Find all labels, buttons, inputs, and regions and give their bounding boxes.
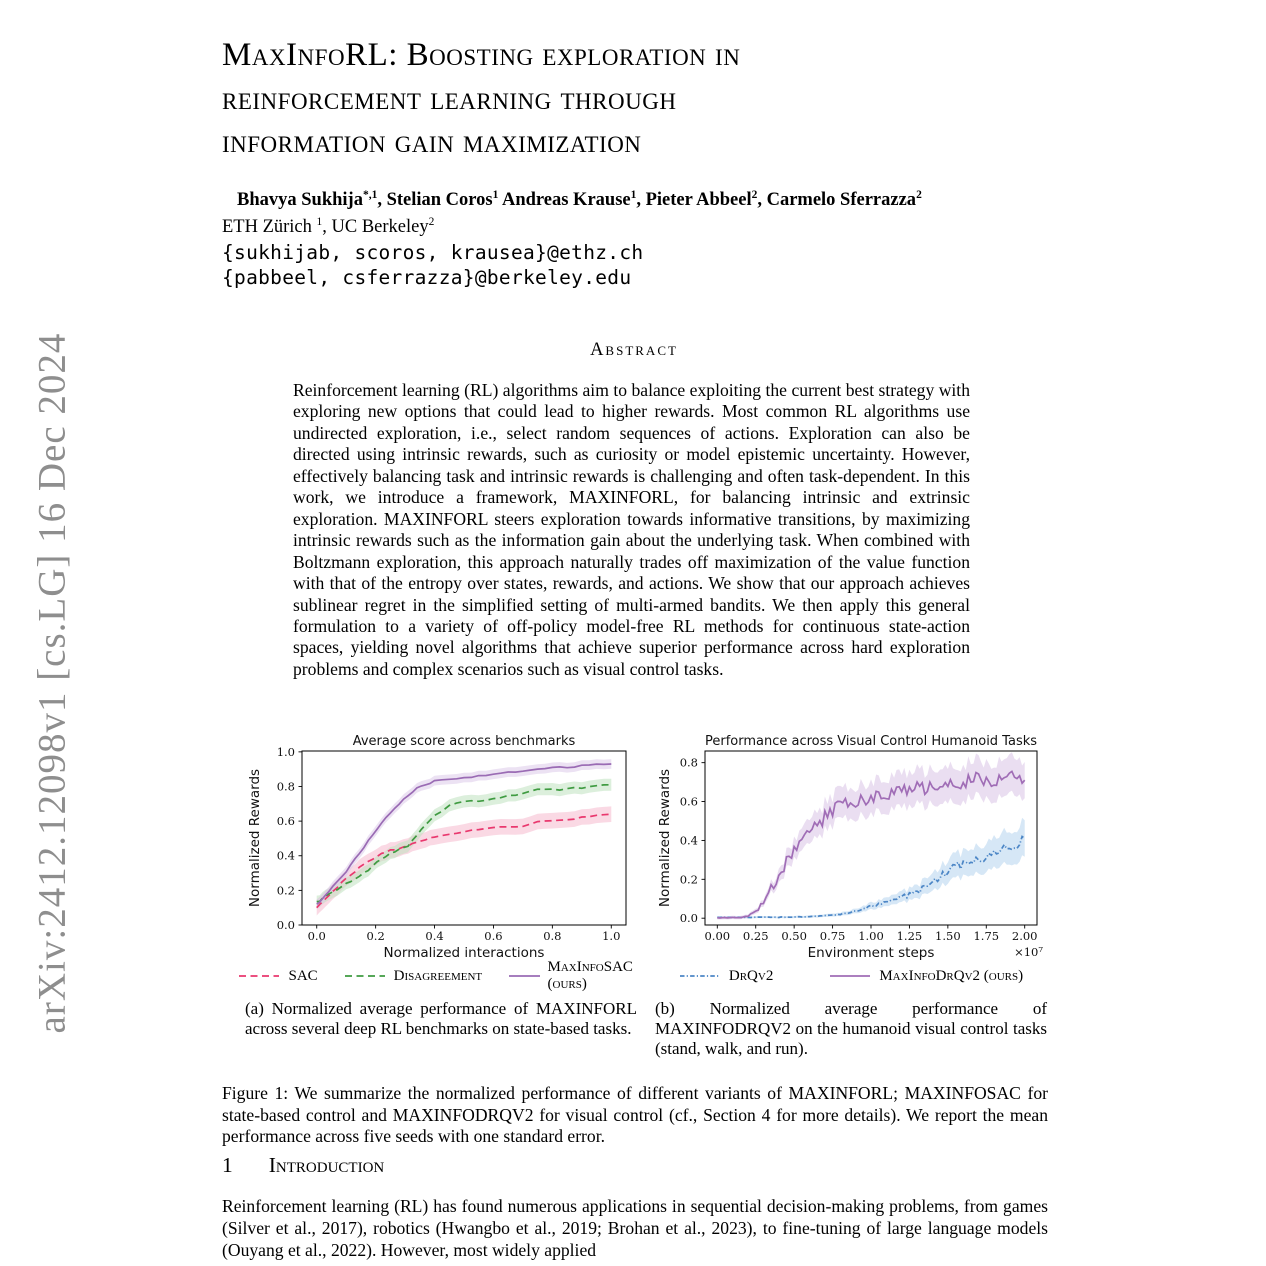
email-line-1: {sukhijab, scoros, krausea}@ethz.ch [222, 241, 644, 264]
chart-text: 0.6 [484, 929, 503, 943]
chart-text: 1.75 [973, 929, 1000, 943]
chart-text: 0.25 [742, 929, 769, 943]
legend-item [679, 968, 773, 985]
chart-text: 0.6 [679, 794, 698, 809]
introduction-paragraph: Reinforcement learning (RL) has found numerous applications in sequential decision-making problems, from games (Silver et al., 2017), robotics (Hwangbo et al., 2019; Brohan et al., 2023), to fine-tuning of large language models (Ouyang et al., 2022). However, most widely applied [222, 1196, 1048, 1260]
legend-item [238, 968, 317, 985]
chart-text: 0.4 [276, 848, 295, 863]
figure-1-caption: Figure 1: We summarize the normalized performance of different variants of MAXINFORL; MAXINFOSAC for state-based control and MAXINFODRQV2 for visual control (cf., Section 4 for more details). We report the mean performance across five seeds with one standard error. [222, 1083, 1048, 1146]
figure-1b-legend [655, 965, 1047, 987]
chart-text: 0.2 [366, 929, 385, 943]
affiliation-line: ETH Zürich $^1$, UC Berkeley$^2$ [222, 215, 435, 237]
series-line [717, 771, 1024, 918]
name-text: Andreas Krause [501, 190, 631, 210]
confidence-band [317, 779, 612, 908]
title-line-1: MaxInfoRL: Boosting exploration in [222, 37, 741, 73]
chart-text: 1.0 [276, 744, 295, 759]
chart-text: ×10⁷ [1014, 945, 1043, 959]
chart-text: 0.0 [276, 918, 295, 932]
superscript: *,1 [362, 188, 378, 201]
superscript: 2 [916, 188, 922, 201]
chart-text: Normalized interactions [383, 945, 545, 961]
legend-label: MaxInfoDrQv2 (ours) [879, 967, 1024, 984]
name-text: Bhavya Sukhija [237, 190, 363, 210]
chart-text: 0.4 [679, 833, 698, 848]
confidence-band [717, 752, 1024, 919]
figure-1a-chart [245, 733, 637, 963]
legend-label: DrQv2 [728, 967, 774, 984]
superscript: 2 [428, 215, 435, 228]
chart-text: Normalized Rewards [247, 768, 263, 908]
author-line: Bhavya Sukhija$^{*,1}$, Stelian Coros$^1$ Andreas Krause$^1$, Pieter Abbeel$^2$, Carmelo Sferrazza$^2$ [237, 188, 922, 210]
chart-text: 0.50 [781, 929, 807, 943]
chart-text: 1.25 [896, 929, 923, 943]
abstract-heading: Abstract [590, 340, 678, 360]
chart-text: 1.50 [935, 929, 961, 943]
section-title: Introduction [268, 1153, 385, 1177]
superscript: 2 [751, 188, 758, 201]
section-1-heading [222, 1153, 384, 1178]
legend-line-sample [508, 971, 539, 981]
legend-line-sample [344, 971, 386, 981]
chart-text: 0.0 [679, 911, 698, 926]
superscript: 1 [630, 188, 637, 201]
figure-1a-panel [245, 733, 637, 1058]
paper-title [222, 34, 942, 165]
bands [717, 752, 1024, 919]
title-line-2: reinforcement learning through [222, 80, 677, 117]
name-text: UC Berkeley [331, 217, 429, 237]
chart-text: Average score across benchmarks [352, 734, 576, 749]
legend-item [508, 959, 643, 993]
figure-1b-panel [655, 733, 1047, 1058]
name-text: ETH Zürich [222, 217, 317, 237]
bands [317, 759, 612, 915]
legend-label: Disagreement [393, 967, 483, 984]
legend-item [829, 968, 1023, 985]
figure-1a-legend [245, 959, 637, 992]
chart-text: Performance across Visual Control Humanoid Tasks [704, 734, 1038, 749]
chart-text: 0.2 [276, 883, 295, 898]
superscript: 1 [492, 188, 499, 201]
chart-text: Normalized Rewards [657, 768, 673, 908]
figure-1-row [245, 733, 1047, 1058]
chart-text: 0.6 [276, 814, 295, 829]
abstract-text: Reinforcement learning (RL) algorithms aim to balance exploiting the current best strategy with exploring new options that could lead to higher rewards. Most common RL algorithms use undirected exploration, i.e., select random sequences of actions. Exploration can also be directed using intrinsic rewards, such as curiosity or model epistemic uncertainty. However, effectively balancing task and intrinsic rewards is challenging and often task-dependent. In this work, we introduce a framework, MAXINFORL, for balancing intrinsic and extrinsic exploration. MAXINFORL steers exploration towards informative transitions, by maximizing intrinsic rewards such as the information gain about the underlying task. When combined with Boltzmann exploration, this approach naturally trades off maximization of the value function with that of the entropy over states, rewards, and actions. We show that our approach achieves sublinear regret in the simplified setting of multi-armed bandits. We then apply this general formulation to a variety of off-policy model-free RL methods for continuous state-action spaces, yielding novel algorithms that achieve superior performance across hard exploration problems and complex scenarios such as visual control tasks. [293, 380, 970, 679]
chart-text: 0.8 [543, 929, 562, 943]
figure-1b-chart [655, 733, 1047, 963]
name-text: Stelian Coros [386, 190, 493, 210]
name-text: Pieter Abbeel [645, 190, 752, 210]
legend-label: MaxInfoSAC (ours) [547, 959, 633, 992]
chart-text: 0.75 [819, 929, 846, 943]
figure-1b-caption: (b) Normalized average performance of MAXINFODRQV2 on the humanoid visual control tasks (stand, walk, and run). [655, 999, 1047, 1058]
figure-1a-caption: (a) Normalized average performance of MAXINFORL across several deep RL benchmarks on state-based tasks. [245, 999, 637, 1038]
superscript: 1 [316, 215, 323, 228]
chart-text: 0.8 [276, 779, 295, 794]
legend-line-sample [829, 971, 871, 981]
name-text: Carmelo Sferrazza [766, 190, 917, 210]
chart-text: 2.00 [1011, 929, 1038, 943]
title-line-3: information gain maximization [222, 124, 642, 160]
chart-text: 0.0 [307, 929, 326, 943]
legend-label: SAC [288, 967, 318, 984]
confidence-band [317, 806, 612, 915]
email-line-2: {pabbeel, csferrazza}@berkeley.edu [222, 266, 632, 289]
chart-text: 0.00 [704, 929, 731, 943]
arxiv-watermark: arXiv:2412.12098v1 [cs.LG] 16 Dec 2024 [30, 332, 74, 1034]
legend-line-sample [238, 971, 280, 981]
chart-text: 0.8 [679, 755, 698, 770]
series-lines [717, 771, 1024, 918]
chart-text: 0.4 [425, 929, 444, 943]
legend-item [344, 968, 482, 985]
section-number: 1 [222, 1153, 233, 1177]
chart-text: 1.0 [602, 929, 621, 943]
chart-text: Environment steps [807, 945, 935, 961]
legend-line-sample [679, 971, 721, 981]
chart-text: 1.00 [858, 929, 884, 943]
chart-text: 0.2 [679, 872, 698, 887]
